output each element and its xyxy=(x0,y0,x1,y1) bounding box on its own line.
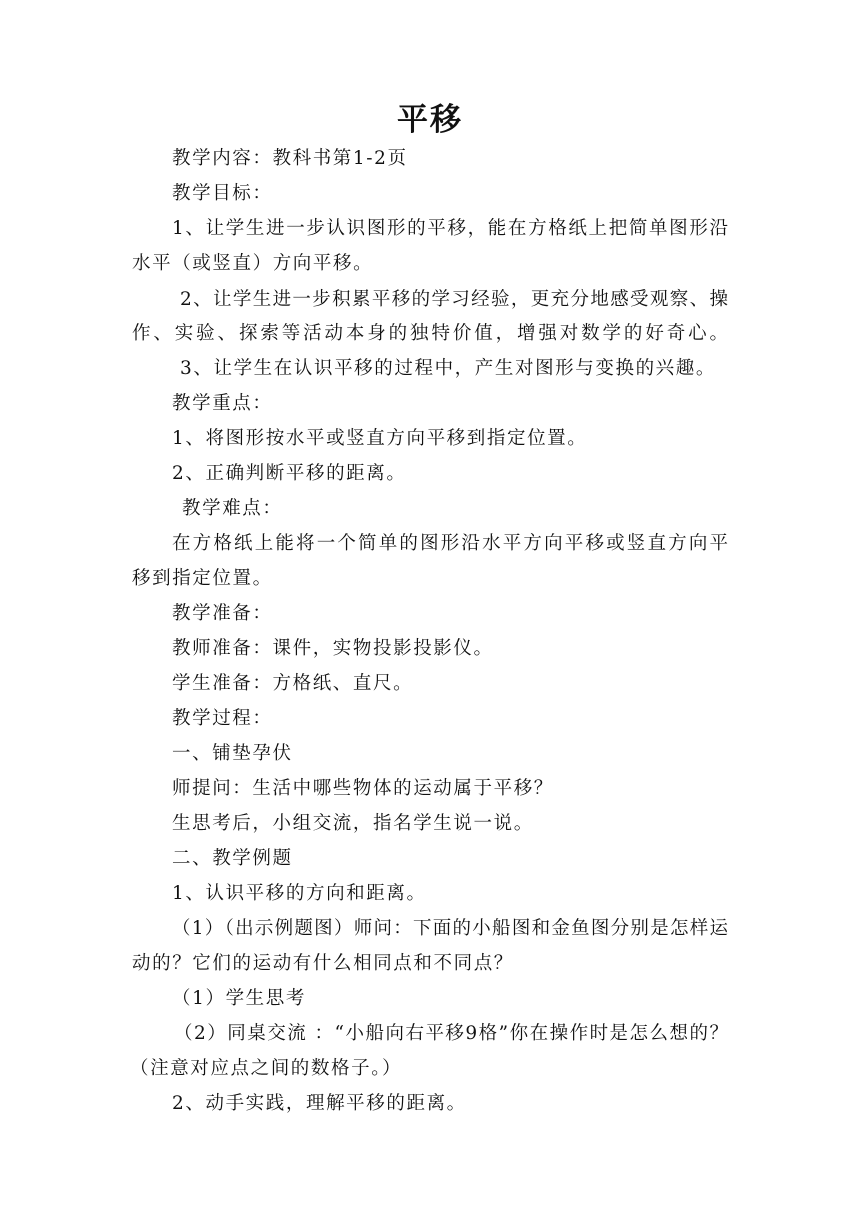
paragraph-line: （2）同桌交流 ：“小船向右平移9格”你在操作时是怎么想的？ xyxy=(174,1023,728,1044)
paragraph-line: 3、让学生在认识平移的过程中，产生对图形与变换的兴趣。 xyxy=(180,358,716,379)
paragraph-line: 作、实验、探索等活动本身的独特价值，增强对数学的好奇心。 xyxy=(132,323,728,344)
paragraph-line: 教学内容：教科书第1-2页 xyxy=(172,148,408,169)
paragraph-line: 教学准备： xyxy=(172,603,273,624)
paragraph-line: 水平（或竖直）方向平移。 xyxy=(132,253,374,274)
paragraph-line: （1）学生思考 xyxy=(172,988,306,1009)
paragraph-line: 师提问：生活中哪些物体的运动属于平移？ xyxy=(172,778,554,799)
paragraph-line: 移到指定位置。 xyxy=(132,568,273,589)
document-title: 平移 xyxy=(397,102,463,138)
paragraph-line: 2、让学生进一步积累平移的学习经验，更充分地感受观察、操 xyxy=(180,289,728,310)
paragraph-line: 学生准备：方格纸、直尺。 xyxy=(172,673,414,694)
paragraph-line: 教学过程： xyxy=(172,708,273,729)
paragraph-line: 教师准备：课件，实物投影投影仪。 xyxy=(172,638,494,659)
paragraph-line: 2、正确判断平移的距离。 xyxy=(172,463,407,484)
paragraph-line: 生思考后，小组交流，指名学生说一说。 xyxy=(172,813,534,834)
paragraph-line: 二、教学例题 xyxy=(172,848,293,869)
paragraph-line: 一、铺垫孕伏 xyxy=(172,743,293,764)
paragraph-line: 1、将图形按水平或竖直方向平移到指定位置。 xyxy=(172,428,588,449)
paragraph-line: 教学目标： xyxy=(172,183,273,204)
paragraph-line: （1）（出示例题图）师问：下面的小船图和金鱼图分别是怎样运 xyxy=(172,918,728,939)
paragraph-line: 在方格纸上能将一个简单的图形沿水平方向平移或竖直方向平 xyxy=(172,533,728,554)
paragraph-line: 2、动手实践，理解平移的距离。 xyxy=(172,1093,467,1114)
paragraph-line: 教学难点： xyxy=(182,498,283,519)
paragraph-line: 教学重点： xyxy=(172,393,273,414)
paragraph-line: 1、认识平移的方向和距离。 xyxy=(172,883,427,904)
paragraph-line: 1、让学生进一步认识图形的平移，能在方格纸上把简单图形沿 xyxy=(172,218,728,239)
paragraph-line: （注意对应点之间的数格子。） xyxy=(130,1058,403,1079)
paragraph-line: 动的？它们的运动有什么相同点和不同点？ xyxy=(132,953,514,974)
